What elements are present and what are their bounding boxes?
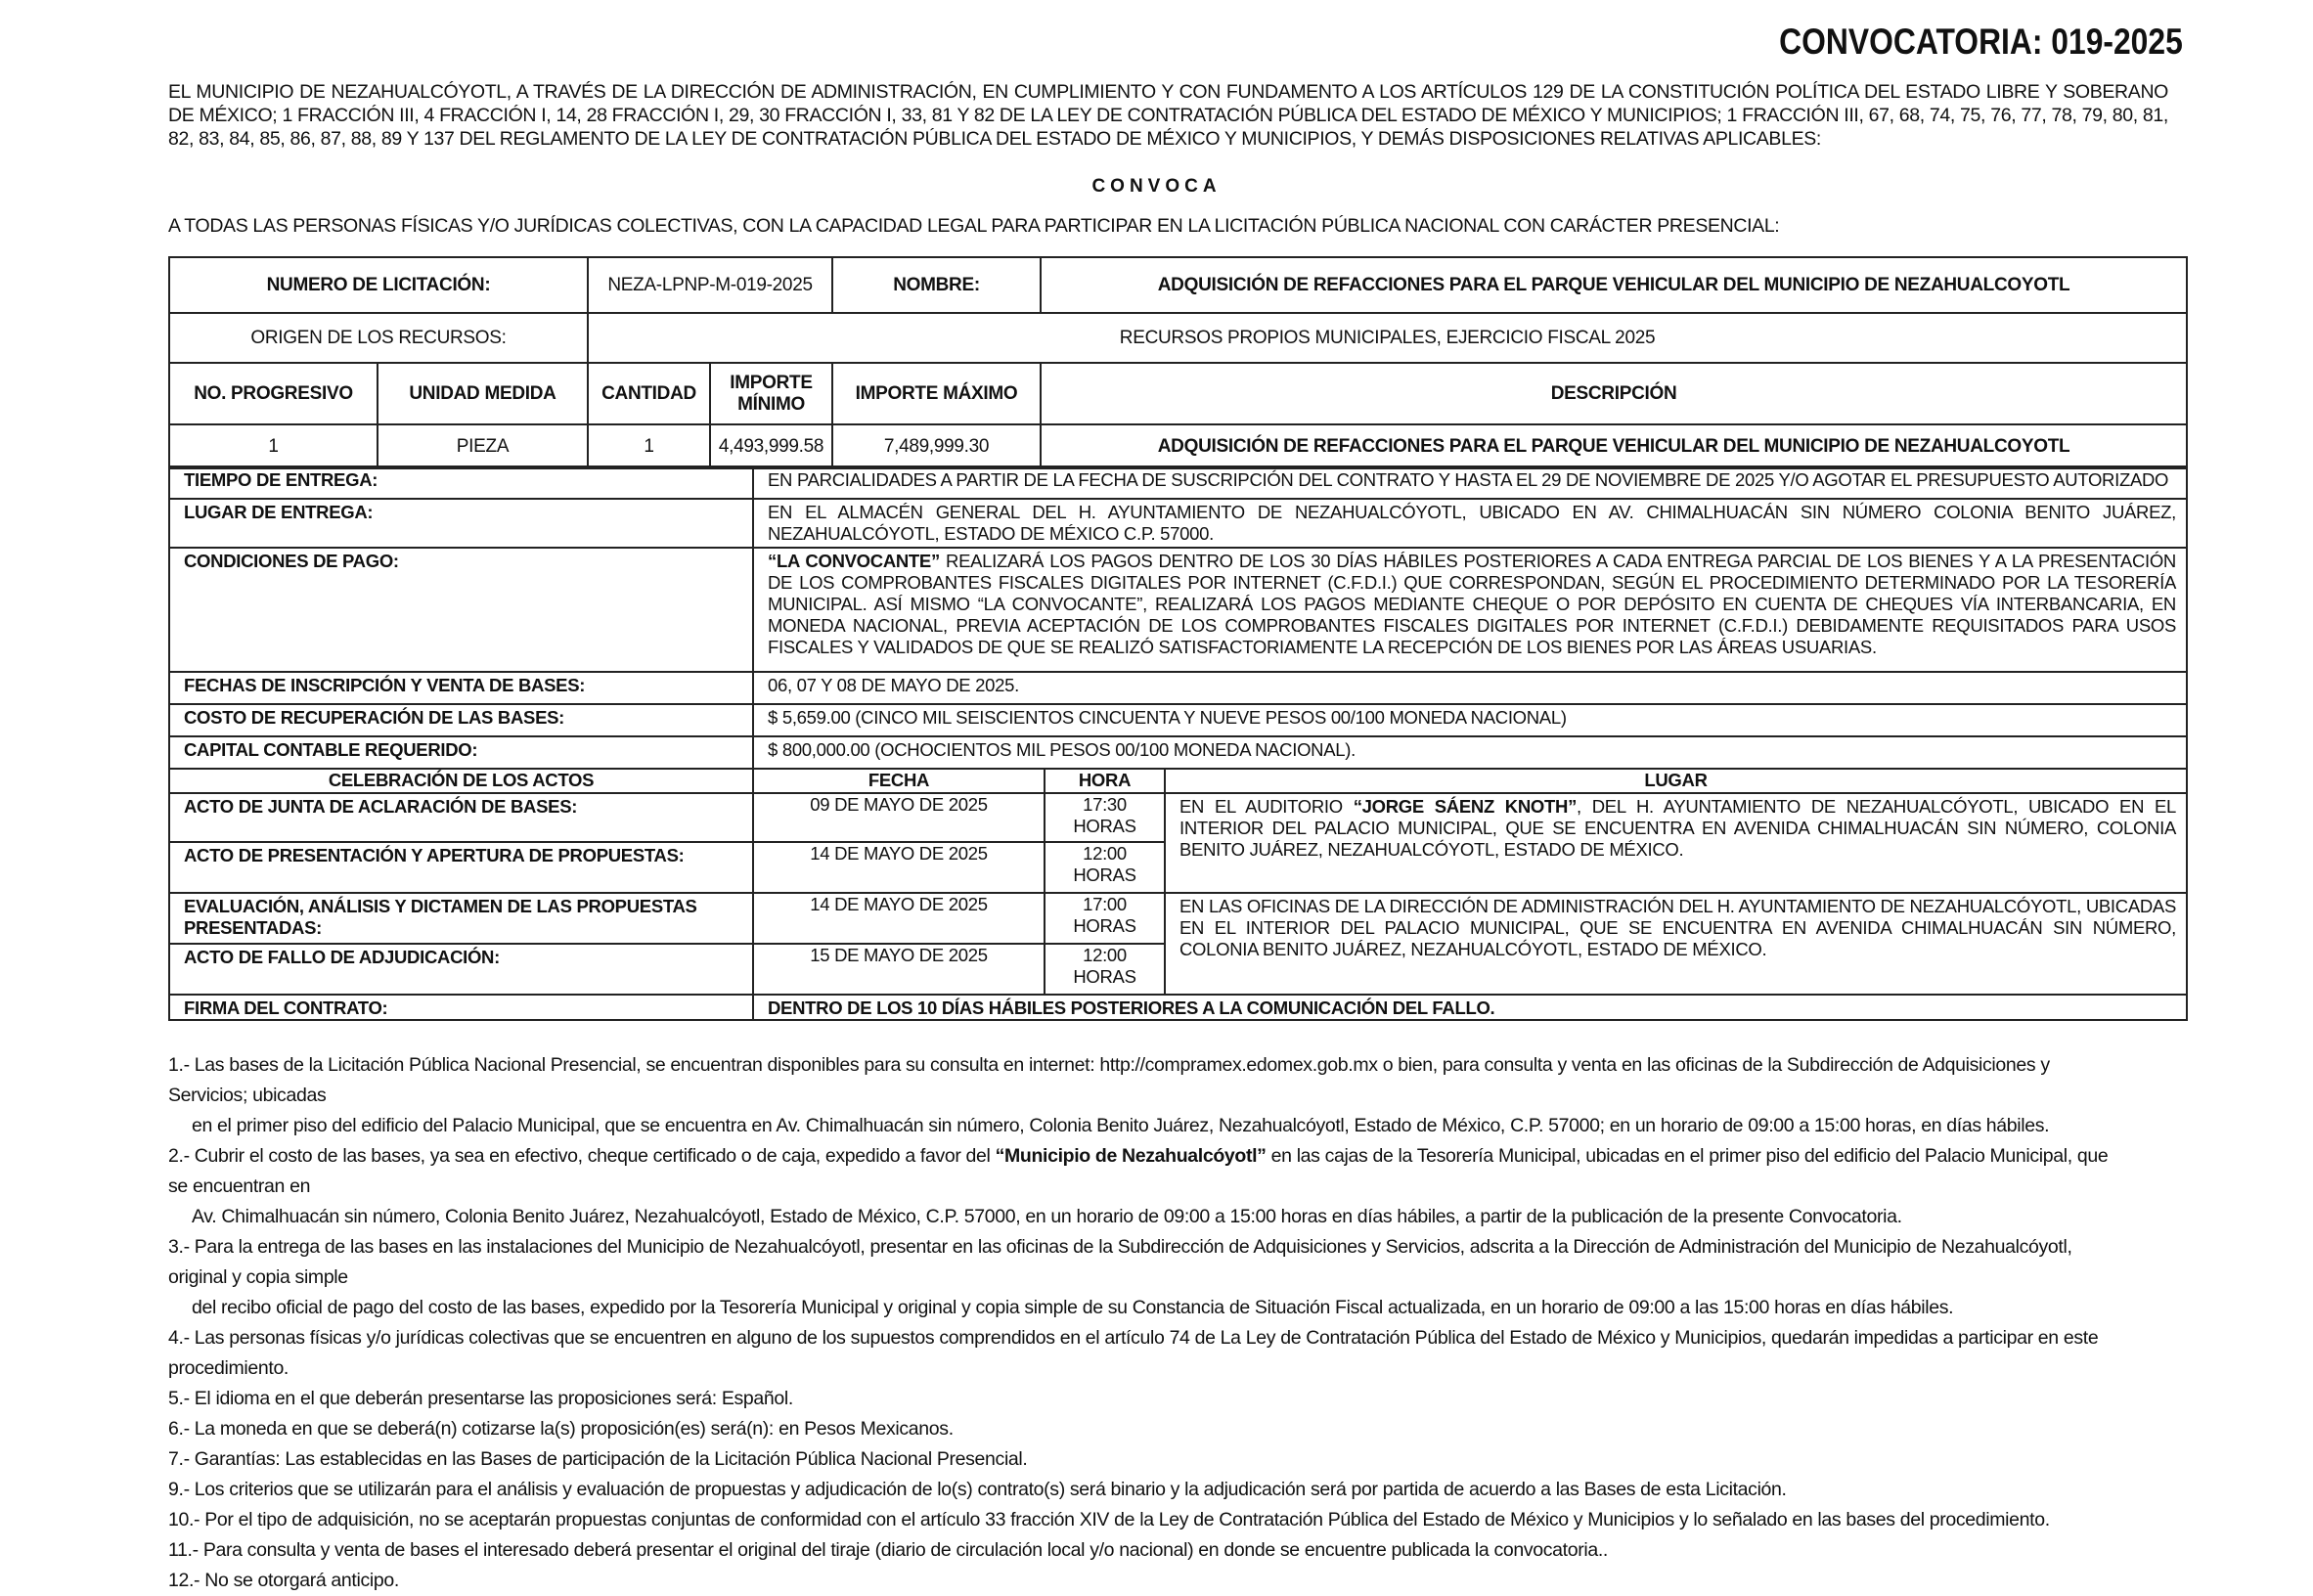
junta-label: ACTO DE JUNTA DE ACLARACIÓN DE BASES: bbox=[169, 793, 753, 842]
junta-row bbox=[169, 793, 2187, 842]
item-row bbox=[169, 424, 2187, 468]
lugar-value: EN EL ALMACÉN GENERAL DEL H. AYUNTAMIENTO DE NEZAHUALCÓYOTL, UBICADO EN AV. CHIMALHUACÁN SIN NÚMERO COLONIA BENITO JUÁREZ, NEZAHUALCÓYOTL, ESTADO DE MÉXICO C.P. 57000. bbox=[753, 499, 2187, 548]
convoca-heading: CONVOCA bbox=[1091, 176, 1222, 197]
note-6: 6.- La moneda en que se deberá(n) cotizarse la(s) proposición(es) será(n): en Pesos Mexicanos. bbox=[168, 1418, 954, 1440]
capital-value: $ 800,000.00 (OCHOCIENTOS MIL PESOS 00/100 MONEDA NACIONAL). bbox=[753, 736, 2187, 769]
presentacion-horas-label: HORAS bbox=[1073, 864, 1136, 885]
note-11: 11.- Para consulta y venta de bases el interesado deberá presentar el original del tiraje (diario de circulación local y/o nacional) en donde se encuentre publicada la convocatoria.. bbox=[168, 1539, 1608, 1561]
firma-label: FIRMA DEL CONTRATO: bbox=[169, 995, 753, 1020]
nombre-value: ADQUISICIÓN DE REFACCIONES PARA EL PARQUE VEHICULAR DEL MUNICIPIO DE NEZAHUALCOYOTL bbox=[1041, 257, 2187, 313]
details-table bbox=[168, 466, 2188, 1021]
fallo-label: ACTO DE FALLO DE ADJUDICACIÓN: bbox=[169, 944, 753, 995]
note-2-post: en las cajas de la Tesorería Municipal, ubicadas en el primer piso del edificio del Palacio Municipal, que se encuentran en bbox=[168, 1145, 2109, 1197]
origen-row bbox=[169, 313, 2187, 363]
actos-header-hora: HORA bbox=[1045, 769, 1165, 793]
presentacion-fecha: 14 DE MAYO DE 2025 bbox=[753, 842, 1045, 893]
lugar-auditorio-post: , DEL H. AYUNTAMIENTO DE NEZAHUALCÓYOTL, UBICADO EN EL INTERIOR DEL PALACIO MUNICIPAL, QUE SE ENCUENTRA EN AVENIDA CHIMALHUACÁN SIN NÚMERO, COLONIA BENITO JUÁREZ, NEZAHUALCÓYOTL, ESTADO DE MÉXICO. bbox=[1179, 796, 2177, 860]
costo-row bbox=[169, 704, 2187, 736]
tiempo-label: TIEMPO DE ENTREGA: bbox=[169, 466, 753, 499]
fallo-hora-value: 12:00 bbox=[1083, 945, 1127, 965]
junta-hora bbox=[1045, 793, 1165, 842]
header-descripcion: DESCRIPCIÓN bbox=[1041, 363, 2187, 424]
actos-header-celebracion: CELEBRACIÓN DE LOS ACTOS bbox=[169, 769, 753, 793]
actos-header-row bbox=[169, 769, 2187, 793]
item-importe-maximo: 7,489,999.30 bbox=[832, 424, 1041, 468]
presentacion-hora bbox=[1045, 842, 1165, 893]
actos-header-lugar: LUGAR bbox=[1165, 769, 2187, 793]
header-importe-maximo: IMPORTE MÁXIMO bbox=[832, 363, 1041, 424]
invite-paragraph: A TODAS LAS PERSONAS FÍSICAS Y/O JURÍDICAS COLECTIVAS, CON LA CAPACIDAD LEGAL PARA PARTICIPAR EN LA LICITACIÓN PÚBLICA NACIONAL CON CARÁCTER PRESENCIAL: bbox=[168, 215, 1780, 237]
junta-hora-value: 17:30 bbox=[1083, 794, 1127, 815]
fechas-label: FECHAS DE INSCRIPCIÓN Y VENTA DE BASES: bbox=[169, 672, 753, 704]
note-2-cont: Av. Chimalhuacán sin número, Colonia Benito Juárez, Nezahualcóyotl, Estado de México, C.P. 57000, en un horario de 09:00 a 15:00 horas en días hábiles, a partir de la publicación de la presente Convocatoria. bbox=[192, 1206, 1902, 1227]
lugar-auditorio bbox=[1165, 793, 2187, 893]
evaluacion-fecha: 14 DE MAYO DE 2025 bbox=[753, 893, 1045, 944]
tiempo-value: EN PARCIALIDADES A PARTIR DE LA FECHA DE SUSCRIPCIÓN DEL CONTRATO Y HASTA EL 29 DE NOVIEMBRE DE 2025 Y/O AGOTAR EL PRESUPUESTO AUTORIZADO bbox=[753, 466, 2187, 499]
header-progresivo: NO. PROGRESIVO bbox=[169, 363, 378, 424]
licitacion-row bbox=[169, 257, 2187, 313]
items-header-row bbox=[169, 363, 2187, 424]
fallo-fecha: 15 DE MAYO DE 2025 bbox=[753, 944, 1045, 995]
presentacion-label: ACTO DE PRESENTACIÓN Y APERTURA DE PROPUESTAS: bbox=[169, 842, 753, 893]
fallo-horas-label: HORAS bbox=[1073, 966, 1136, 987]
item-progresivo: 1 bbox=[169, 424, 378, 468]
note-3-cont: del recibo oficial de pago del costo de las bases, expedido por la Tesorería Municipal y original y copia simple de su Constancia de Situación Fiscal actualizada, en un horario de 09:00 a las 15:00 horas en días hábiles. bbox=[192, 1297, 1954, 1318]
evaluacion-label: EVALUACIÓN, ANÁLISIS Y DICTAMEN DE LAS PROPUESTAS PRESENTADAS: bbox=[169, 893, 753, 944]
tiempo-row bbox=[169, 466, 2187, 499]
item-importe-minimo: 4,493,999.58 bbox=[710, 424, 832, 468]
item-descripcion: ADQUISICIÓN DE REFACCIONES PARA EL PARQUE VEHICULAR DEL MUNICIPIO DE NEZAHUALCOYOTL bbox=[1041, 424, 2187, 468]
lugar-label: LUGAR DE ENTREGA: bbox=[169, 499, 753, 548]
junta-horas-label: HORAS bbox=[1073, 816, 1136, 836]
evaluacion-horas-label: HORAS bbox=[1073, 915, 1136, 936]
evaluacion-hora-value: 17:00 bbox=[1083, 894, 1127, 914]
numero-label: NUMERO DE LICITACIÓN: bbox=[169, 257, 588, 313]
note-10: 10.- Por el tipo de adquisición, no se aceptarán propuestas conjuntas de conformidad con el artículo 33 fracción XIV de la Ley de Contratación Pública del Estado de México y Municipios y lo señalado en las bases del procedimiento. bbox=[168, 1509, 2050, 1530]
notes-list bbox=[168, 1050, 2124, 1596]
note-1 bbox=[168, 1050, 2124, 1111]
note-5: 5.- El idioma en el que deberán presentarse las proposiciones será: Español. bbox=[168, 1388, 793, 1409]
firma-row bbox=[169, 995, 2187, 1020]
note-4: 4.- Las personas físicas y/o jurídicas colectivas que se encuentren en alguno de los supuestos comprendidos en el artículo 74 de La Ley de Contratación Pública del Estado de México y Municipios, quedarán impedidas a participar en este procedimiento. bbox=[168, 1327, 2099, 1379]
note-1-cont: en el primer piso del edificio del Palacio Municipal, que se encuentra en Av. Chimalhuacán sin número, Colonia Benito Juárez, Nezahualcóyotl, Estado de México, C.P. 57000; en un horario de 09:00 a 15:00 horas, en días hábiles. bbox=[192, 1115, 2050, 1136]
note-2-bold: “Municipio de Nezahualcóyotl” bbox=[995, 1145, 1267, 1167]
note-3: 3.- Para la entrega de las bases en las instalaciones del Municipio de Nezahualcóyotl, presentar en las oficinas de la Subdirección de Adquisiciones y Servicios, adscrita a la Dirección de Administración del Municipio de Nezahualcóyotl, original y copia simple bbox=[168, 1236, 2072, 1288]
pago-label: CONDICIONES DE PAGO: bbox=[169, 548, 753, 672]
fechas-row bbox=[169, 672, 2187, 704]
note-9: 9.- Los criterios que se utilizarán para el análisis y evaluación de propuestas y adjudicación de lo(s) contrato(s) será binario y la adjudicación será por partida de acuerdo a las Bases de esta Licitación. bbox=[168, 1479, 1787, 1500]
lugar-row bbox=[169, 499, 2187, 548]
document-title: CONVOCATORIA: 019-2025 bbox=[1779, 22, 2183, 62]
lugar-oficinas: EN LAS OFICINAS DE LA DIRECCIÓN DE ADMINISTRACIÓN DEL H. AYUNTAMIENTO DE NEZAHUALCÓYOTL, UBICADAS EN EL INTERIOR DEL PALACIO MUNICIPAL, QUE SE ENCUENTRA EN AVENIDA CHIMALHUACÁN SIN NÚMERO, COLONIA BENITO JUÁREZ, NEZAHUALCÓYOTL, ESTADO DE MÉXICO. bbox=[1165, 893, 2187, 995]
header-importe-minimo: IMPORTE MÍNIMO bbox=[710, 363, 832, 424]
lugar-auditorio-name: “JORGE SÁENZ KNOTH” bbox=[1353, 796, 1578, 817]
header-unidad: UNIDAD MEDIDA bbox=[378, 363, 588, 424]
intro-paragraph: EL MUNICIPIO DE NEZAHUALCÓYOTL, A TRAVÉS DE LA DIRECCIÓN DE ADMINISTRACIÓN, EN CUMPLIMIENTO Y CON FUNDAMENTO A LOS ARTÍCULOS 129 DE LA CONSTITUCIÓN POLÍTICA DEL ESTADO LIBRE Y SOBERANO DE MÉXICO; 1 FRACCIÓN III, 4 FRACCIÓN I, 14, 28 FRACCIÓN I, 29, 30 FRACCIÓN I, 33, 81 Y 82 DE LA LEY DE CONTRATACIÓN PÚBLICA DEL ESTADO DE MÉXICO Y MUNICIPIOS; 1 FRACCIÓN III, 67, 68, 74, 75, 76, 77, 78, 79, 80, 81, 82, 83, 84, 85, 86, 87, 88, 89 Y 137 DEL REGLAMENTO DE LA LEY DE CONTRATACIÓN PÚBLICA DEL ESTADO DE MÉXICO Y MUNICIPIOS, Y DEMÁS DISPOSICIONES RELATIVAS APLICABLES: bbox=[168, 81, 2168, 150]
capital-label: CAPITAL CONTABLE REQUERIDO: bbox=[169, 736, 753, 769]
origen-value: RECURSOS PROPIOS MUNICIPALES, EJERCICIO FISCAL 2025 bbox=[588, 313, 2187, 363]
note-2-pre: 2.- Cubrir el costo de las bases, ya sea en efectivo, cheque certificado o de caja, expedido a favor del bbox=[168, 1145, 996, 1167]
note-7: 7.- Garantías: Las establecidas en las Bases de participación de la Licitación Pública Nacional Presencial. bbox=[168, 1448, 1028, 1470]
costo-value: $ 5,659.00 (CINCO MIL SEISCIENTOS CINCUENTA Y NUEVE PESOS 00/100 MONEDA NACIONAL) bbox=[753, 704, 2187, 736]
note-12: 12.- No se otorgará anticipo. bbox=[168, 1570, 399, 1591]
presentacion-hora-value: 12:00 bbox=[1083, 843, 1127, 864]
note-2 bbox=[168, 1141, 2124, 1202]
pago-bold: “LA CONVOCANTE” bbox=[768, 551, 940, 571]
pago-row bbox=[169, 548, 2187, 672]
fechas-value: 06, 07 Y 08 DE MAYO DE 2025. bbox=[753, 672, 2187, 704]
pago-value bbox=[753, 548, 2187, 672]
fallo-hora bbox=[1045, 944, 1165, 995]
firma-value: DENTRO DE LOS 10 DÍAS HÁBILES POSTERIORES A LA COMUNICACIÓN DEL FALLO. bbox=[753, 995, 2187, 1020]
nombre-label: NOMBRE: bbox=[832, 257, 1041, 313]
header-cantidad: CANTIDAD bbox=[588, 363, 710, 424]
junta-fecha: 09 DE MAYO DE 2025 bbox=[753, 793, 1045, 842]
evaluacion-row bbox=[169, 893, 2187, 944]
item-unidad: PIEZA bbox=[378, 424, 588, 468]
pago-text: REALIZARÁ LOS PAGOS DENTRO DE LOS 30 DÍAS HÁBILES POSTERIORES A CADA ENTREGA PARCIAL DE LOS BIENES Y A LA PRESENTACIÓN DE LOS COMPROBANTES FISCALES DIGITALES POR INTERNET (C.F.D.I.) QUE CORRESPONDAN, SEGÚN EL PROCEDIMIENTO DETERMINADO POR LA TESORERÍA MUNICIPAL. ASÍ MISMO “LA CONVOCANTE”, REALIZARÁ LOS PAGOS MEDIANTE CHEQUE O POR DEPÓSITO EN CUENTA DE CHEQUES VÍA INTERBANCARIA, EN MONEDA NACIONAL, PREVIA ACEPTACIÓN DE LOS COMPROBANTES FISCALES DIGITALES POR INTERNET (C.F.D.I.) DEBIDAMENTE REQUISITADOS PARA USOS FISCALES Y VALIDADOS DE QUE SE REALIZÓ SATISFACTORIAMENTE LA RECEPCIÓN DE LOS BIENES POR LAS ÁREAS USUARIAS. bbox=[768, 551, 2176, 657]
capital-row bbox=[169, 736, 2187, 769]
origen-label: ORIGEN DE LOS RECURSOS: bbox=[169, 313, 588, 363]
lugar-auditorio-pre: EN EL AUDITORIO bbox=[1179, 796, 1354, 817]
summary-table bbox=[168, 256, 2188, 469]
evaluacion-hora bbox=[1045, 893, 1165, 944]
actos-header-fecha: FECHA bbox=[753, 769, 1045, 793]
note-1-line-1: 1.- Las bases de la Licitación Pública Nacional Presencial, se encuentran disponibles para su consulta en internet: http://compramex.edomex.gob.mx o bien, para consulta y venta en las oficinas de la Subdirección de Adquisiciones y Servicios; ubicadas bbox=[168, 1054, 2050, 1106]
numero-value: NEZA-LPNP-M-019-2025 bbox=[588, 257, 832, 313]
item-cantidad: 1 bbox=[588, 424, 710, 468]
costo-label: COSTO DE RECUPERACIÓN DE LAS BASES: bbox=[169, 704, 753, 736]
